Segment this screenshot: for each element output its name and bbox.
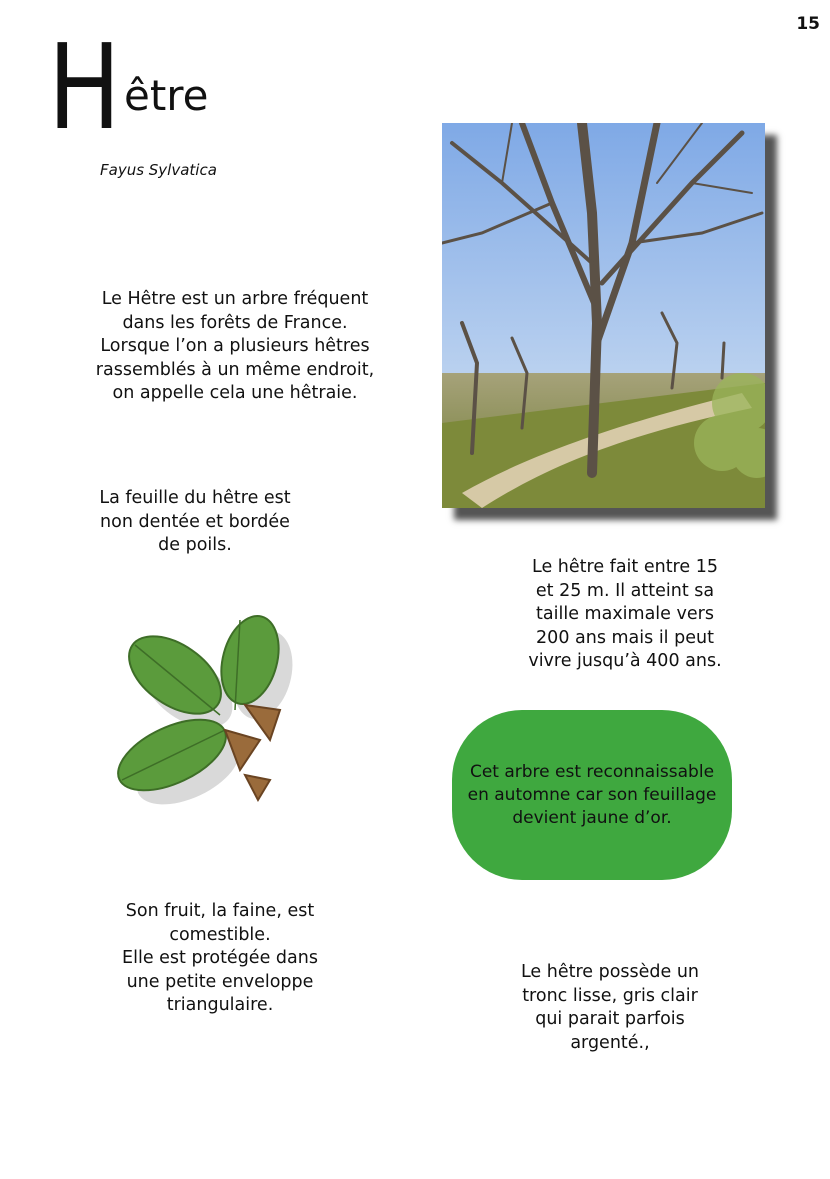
page-number: 15 <box>796 14 820 34</box>
bubble-line: en automne car son feuillage <box>467 784 717 805</box>
intro-line: Le Hêtre est un arbre fréquent <box>101 289 369 309</box>
size-line: vivre jusqu’à 400 ans. <box>528 651 722 671</box>
fruit-line: une petite enveloppe <box>126 971 314 992</box>
intro-line: on appelle cela une hêtraie. <box>112 383 358 403</box>
title-rest: être <box>124 71 209 120</box>
size-line: et 25 m. Il atteint sa <box>535 580 715 601</box>
fruit-line: Elle est protégée dans <box>122 948 318 968</box>
size-line: taille maximale vers <box>536 604 714 624</box>
leaf-paragraph <box>80 487 310 558</box>
leaf-and-nut-icon <box>110 610 320 820</box>
trunk-line: qui parait parfois <box>535 1009 685 1029</box>
size-paragraph <box>500 556 750 674</box>
trunk-line: tronc lisse, gris clair <box>522 985 698 1006</box>
intro-line: Lorsque l’on a plusieurs hêtres <box>100 336 370 356</box>
beech-leaves-illustration <box>110 610 320 820</box>
beech-tree-illustration <box>442 123 765 508</box>
size-line: 200 ans mais il peut <box>536 627 714 648</box>
latin-name: Fayus Sylvatica <box>100 161 217 179</box>
trunk-line: Le hêtre possède un <box>520 962 700 982</box>
leaf-line: non dentée et bordée <box>100 511 290 532</box>
bubble-line: devient jaune d’or. <box>512 807 672 828</box>
intro-line: rassemblés à un même endroit, <box>95 359 375 380</box>
autumn-bubble <box>452 710 732 880</box>
leaf-line: La feuille du hêtre est <box>99 488 291 508</box>
trunk-paragraph <box>490 961 730 1055</box>
size-line: Le hêtre fait entre 15 <box>532 557 718 577</box>
fruit-line: triangulaire. <box>166 995 274 1015</box>
title-initial: H <box>48 18 121 156</box>
fruit-paragraph <box>100 900 340 1018</box>
intro-paragraph <box>70 288 400 406</box>
leaf-line: de poils. <box>158 535 232 555</box>
autumn-bubble-text <box>457 761 727 830</box>
intro-line: dans les forêts de France. <box>122 312 348 333</box>
trunk-line: argenté., <box>570 1032 650 1053</box>
beech-tree-photo <box>442 123 765 508</box>
fruit-line: Son fruit, la faine, est <box>125 901 315 921</box>
fruit-line: comestible. <box>169 924 271 945</box>
bubble-line: Cet arbre est reconnaissable <box>469 761 715 782</box>
